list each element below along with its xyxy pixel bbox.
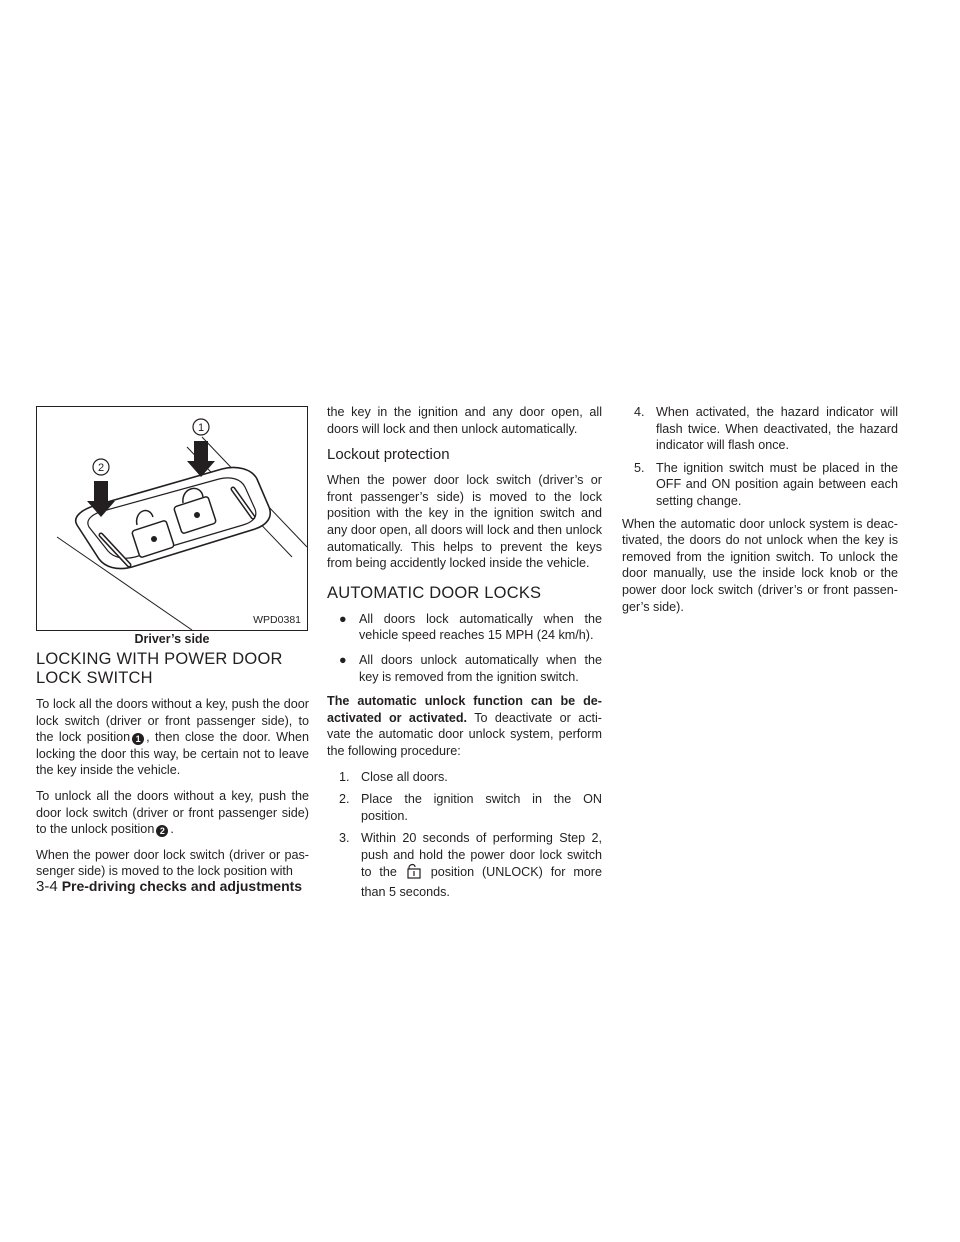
paragraph-lockout: When the power door lock switch (driver’s or front passenger’s side) is moved to the lock position with the key in the ignition switch and any door open, all doors will lock and then unlock automatically. This helps to prevent the keys from being accidently locked inside the vehicle. [327,473,602,571]
callout-2: 2 [97,462,105,474]
figure-caption: Driver’s side [134,632,210,646]
door-lock-switch-illustration [37,407,307,630]
step-number: 4. [634,405,645,419]
list-item [327,611,602,644]
figure-code: WPD0381 [253,614,301,626]
bullet-icon: ● [339,652,347,667]
step-text: When activated, the hazard indicator will flash twice. When deactivated, the hazard indicator will flash once. [656,405,898,453]
paragraph-lock [36,696,309,779]
step-number: 1. [339,769,350,784]
paragraph-unlock-text-b: . [170,822,174,837]
door-lock-switch-figure [36,406,308,631]
paragraph-deactivated: When the automatic door unlock system is deac-tivated, the doors do not unlock when the key is removed from the ignition switch. To unlock the door manually, use the inside lock knob or the power door lock switch (driver’s or front passen-ger’s side). [622,516,898,614]
paragraph-unlock-text-a: To unlock all the doors without a key, push the door lock switch (driver or front passenger side) to the unlock position [36,788,309,837]
column-3 [622,404,898,624]
section-heading-locking: LOCKING WITH POWER DOOR LOCK SWITCH [36,650,283,687]
step-item [622,460,898,510]
step-item [327,791,602,824]
paragraph-procedure-bold: The automatic unlock function can be de-activated or activated. [327,694,602,725]
arrow-1-icon [187,419,215,477]
column-2 [327,404,602,907]
step-text-a: Within 20 seconds of performing Step 2, push and hold the power door lock switch to the [361,831,602,880]
callout-1-marker: 1 [132,733,144,745]
paragraph-continued: the key in the ignition and any door open, all doors will lock and then unlock automatically. [327,405,602,436]
callout-2-marker: 2 [156,825,168,837]
page-number: 3-4 [36,878,58,895]
section-heading-automatic-door-locks: AUTOMATIC DOOR LOCKS [327,583,542,602]
step-number: 3. [339,831,350,846]
paragraph-lock-text-a: To lock all the doors without a key, push the door lock switch (driver or front passenger side), to the lock position [36,697,309,745]
step-item [327,830,602,900]
paragraph-switch: When the power door lock switch (driver or pas-senger side) is moved to the lock position with [36,847,309,879]
step-number: 2. [339,792,350,807]
paragraph-procedure-text: To deactivate or acti-vate the automatic door unlock system, perform the following procedure: [327,710,603,758]
page-footer [36,878,302,895]
step-item [622,404,898,454]
step-text [361,830,602,900]
column-1 [36,650,309,889]
unlock-symbol-icon [407,863,421,884]
bullet-text: All doors unlock automatically when the key is removed from the ignition switch. [359,652,602,684]
step-number: 5. [634,460,645,475]
subheading-lockout-protection: Lockout protection [327,446,450,464]
paragraph-unlock [36,788,309,838]
paragraph-lock-text-b: , then close the door. When locking the door this way, be certain not to leave the key inside the vehicle. [36,730,310,778]
step-item [327,769,602,786]
callout-1: 1 [197,422,205,434]
paragraph-procedure [327,693,602,759]
step-text: Close all doors. [361,769,448,784]
list-item [327,652,602,685]
bullet-icon: ● [339,611,347,626]
section-title: Pre-driving checks and adjustments [61,878,303,894]
step-text-b: position (UNLOCK) for more than 5 seconds. [361,865,603,900]
bullet-text: All doors lock automatically when the vehicle speed reaches 15 MPH (24 km/h). [359,611,602,643]
step-text: Place the ignition switch in the ON position. [361,792,602,823]
step-text: The ignition switch must be placed in the OFF and ON position again between each setting change. [656,460,898,508]
